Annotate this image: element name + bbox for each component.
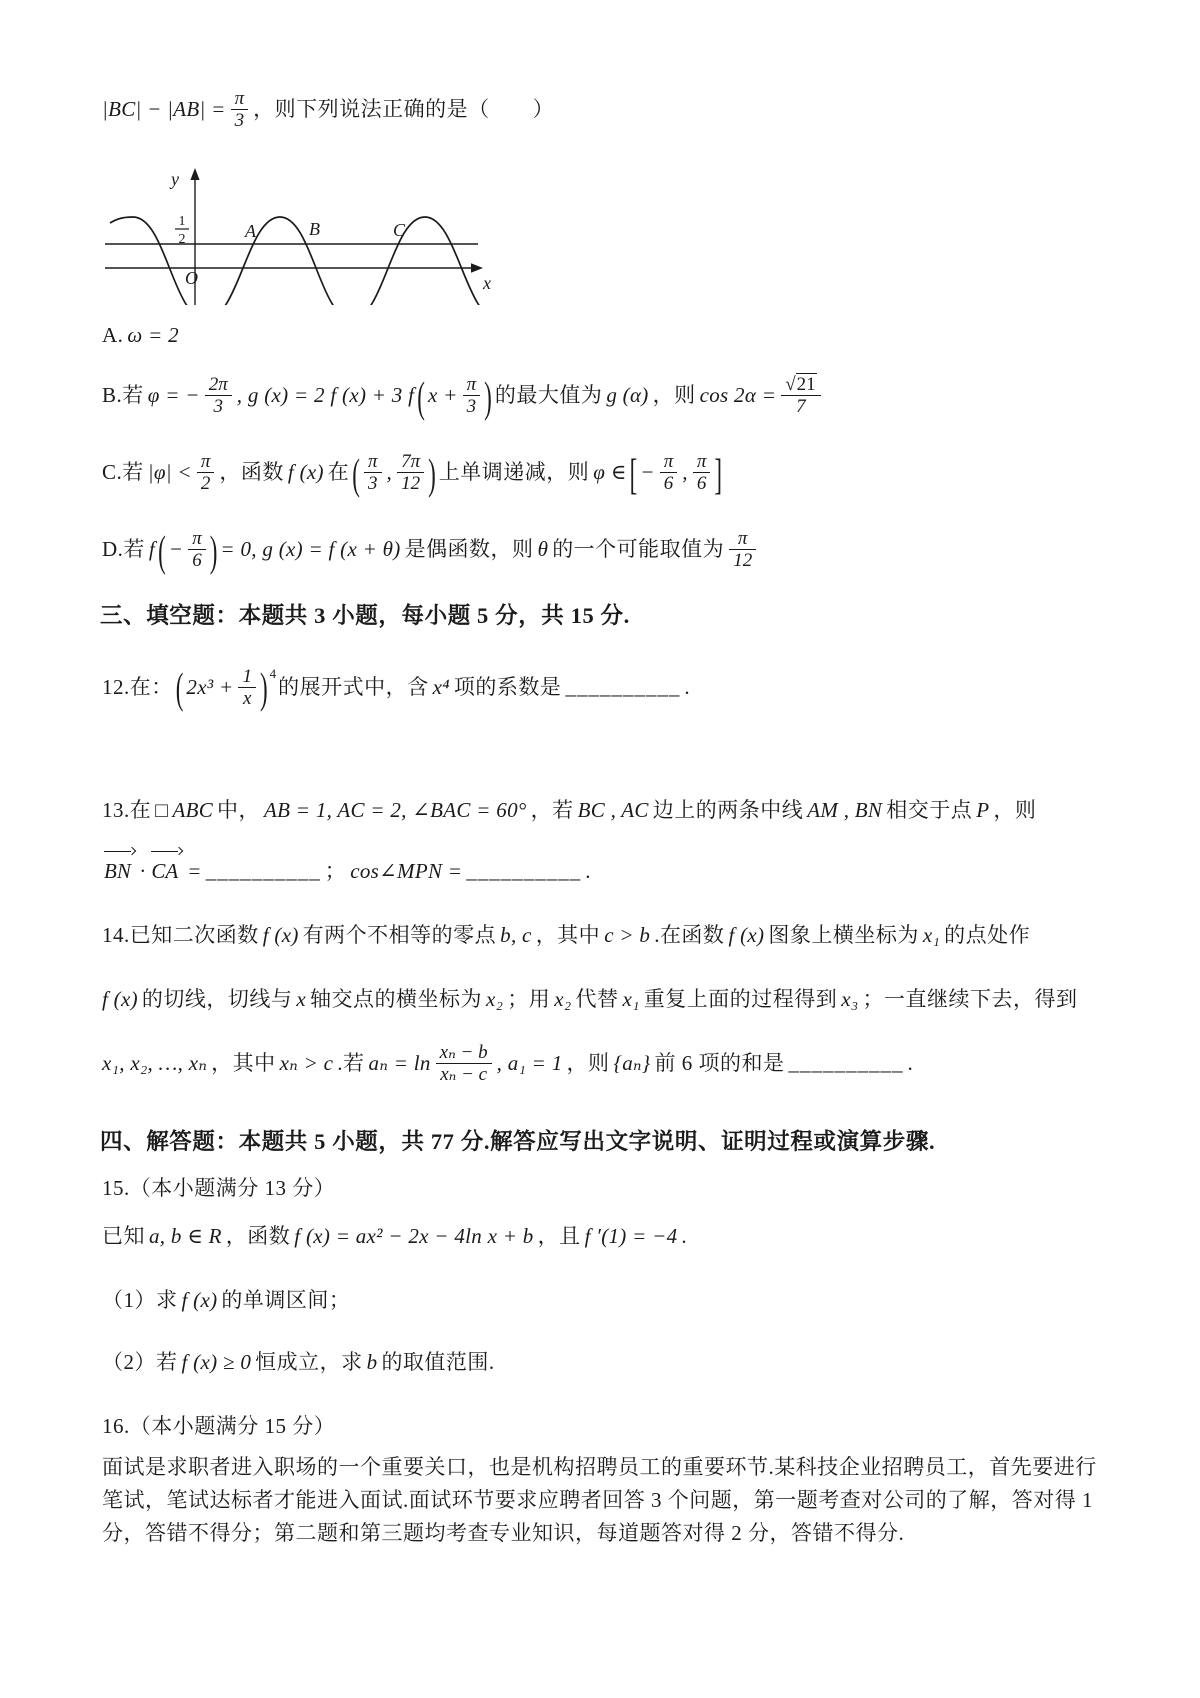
text-run: ，函数 bbox=[219, 460, 284, 485]
text-run: 代替 bbox=[575, 986, 619, 1011]
left-paren: ( bbox=[417, 372, 425, 421]
fraction-numerator bbox=[781, 374, 820, 395]
heading-text: 四、解答题：本题共 5 小题，共 77 分.解答应写出文字说明、证明过程或演算步骤. bbox=[100, 1128, 936, 1154]
math-run: , bbox=[386, 460, 393, 485]
question-11-option-a bbox=[100, 318, 1104, 352]
math-run: x₂ bbox=[554, 986, 572, 1011]
missing-glyph-box: □ bbox=[155, 797, 169, 822]
left-paren: ( bbox=[352, 449, 360, 498]
math-run: − bbox=[640, 460, 655, 485]
question-16-paragraph-line-2 bbox=[100, 1484, 1104, 1517]
option-label: A. bbox=[102, 323, 124, 347]
text-run: 的切线，切线与 bbox=[141, 986, 293, 1011]
math-run: x + bbox=[427, 383, 458, 408]
fraction-numerator: π bbox=[663, 451, 674, 472]
math-run: , a₁ = 1 bbox=[496, 1051, 563, 1075]
left-paren: ( bbox=[175, 664, 184, 712]
math-run: |φ| < bbox=[147, 460, 192, 485]
sine-wave-figure bbox=[90, 165, 1104, 310]
fraction-denominator: 3 bbox=[205, 395, 232, 417]
text-run: 15.（本小题满分 13 分） bbox=[102, 1175, 336, 1200]
text-run: .若 bbox=[337, 1051, 365, 1075]
math-run: b bbox=[366, 1349, 378, 1374]
math-run: P bbox=[976, 797, 990, 822]
vector-ca: CA bbox=[150, 853, 182, 888]
text-run: 前 6 项的和是 bbox=[654, 1051, 785, 1075]
fraction-denominator: x bbox=[238, 687, 256, 709]
fraction-denominator: 6 bbox=[188, 549, 206, 571]
right-paren: ) bbox=[259, 664, 268, 712]
text-run: （1）求 bbox=[102, 1287, 178, 1312]
question-12 bbox=[100, 657, 1104, 711]
math-run: |BC| − |AB| = bbox=[102, 97, 226, 122]
question-number: 12.在： bbox=[102, 675, 173, 699]
heading-text: 三、填空题：本题共 3 小题，每小题 5 分，共 15 分. bbox=[100, 603, 630, 628]
math-run: φ = − bbox=[147, 383, 200, 408]
text-run: ，其中 bbox=[211, 1051, 276, 1075]
math-run: x₂ bbox=[486, 986, 504, 1011]
question-13-line-1 bbox=[100, 793, 1104, 827]
text-run: 的展开式中，含 bbox=[278, 675, 429, 699]
question-number: 13.在 bbox=[102, 797, 152, 822]
text-run: ；一直继续下去，得到 bbox=[862, 986, 1078, 1011]
fraction bbox=[188, 528, 206, 571]
fraction-numerator: π bbox=[200, 451, 211, 472]
vector-bn: BN bbox=[103, 853, 135, 888]
math-run: , g (x) = 2 f (x) + 3 f bbox=[236, 383, 415, 408]
text-run: 已知 bbox=[102, 1223, 145, 1248]
math-run: xₙ > c bbox=[279, 1051, 334, 1075]
text-run: 的一个可能取值为 bbox=[552, 537, 725, 562]
text-run: ，其中 bbox=[535, 922, 601, 947]
fraction bbox=[238, 666, 256, 709]
math-run: x₃ bbox=[841, 986, 859, 1011]
question-15-body bbox=[100, 1219, 1104, 1253]
origin-label: O bbox=[185, 268, 198, 288]
section-3-heading bbox=[100, 599, 1104, 633]
text-run: 面试是求职者进入职场的一个重要关口，也是机构招聘员工的重要环节.某科技企业招聘员工，首先要进行 bbox=[102, 1454, 1097, 1479]
fraction-numerator: π bbox=[234, 88, 245, 109]
point-c-label: C bbox=[393, 220, 406, 240]
math-run: f bbox=[148, 537, 156, 562]
fraction bbox=[197, 451, 215, 494]
fraction-numerator: π bbox=[737, 528, 748, 549]
text-run: 恒成立，求 bbox=[255, 1349, 363, 1374]
math-run: θ bbox=[537, 537, 549, 562]
text-run: . bbox=[907, 1051, 914, 1075]
question-16-heading bbox=[100, 1409, 1104, 1443]
point-a-label: A bbox=[245, 221, 256, 241]
question-11-stem bbox=[100, 90, 1104, 133]
x-axis-label: x bbox=[483, 273, 491, 293]
text-run: ，则 bbox=[652, 383, 696, 408]
section-4-heading bbox=[100, 1125, 1104, 1159]
fraction-numerator: 1 bbox=[242, 665, 252, 687]
fraction-denominator: xₙ − c bbox=[436, 1063, 492, 1085]
math-run: f (x) bbox=[262, 922, 299, 947]
fraction bbox=[364, 451, 382, 494]
math-run: AM , BN bbox=[807, 797, 883, 822]
text-run: .在函数 bbox=[654, 922, 725, 947]
text-run: 的点处作 bbox=[944, 922, 1031, 947]
text-run: 重复上面的过程得到 bbox=[643, 986, 838, 1011]
math-run: x₁ bbox=[922, 922, 941, 947]
math-run: aₙ = ln bbox=[368, 1051, 431, 1075]
fraction-numerator: π bbox=[466, 374, 477, 395]
math-run: φ ∈ bbox=[593, 460, 627, 485]
fraction-numerator: π bbox=[192, 528, 202, 549]
text-run: ，则下列说法正确的是（ ） bbox=[253, 97, 555, 122]
math-run: AB = 1, AC = 2, ∠BAC = 60° bbox=[264, 797, 527, 822]
right-paren: ) bbox=[484, 372, 492, 421]
fraction bbox=[781, 374, 820, 417]
math-run: ω = 2 bbox=[127, 323, 179, 347]
text-run: 的单调区间； bbox=[221, 1287, 351, 1312]
math-run: f (x) ≥ 0 bbox=[181, 1349, 252, 1374]
math-run: BC , AC bbox=[577, 797, 649, 822]
math-run: x⁴ bbox=[432, 675, 450, 699]
math-run: = 0, g (x) = f (x + θ) bbox=[220, 537, 401, 562]
math-run: f (x) bbox=[287, 460, 324, 485]
text-run: 图象上横坐标为 bbox=[768, 922, 919, 947]
text-run: ，函数 bbox=[225, 1223, 291, 1248]
fraction-denominator: 12 bbox=[397, 472, 424, 494]
text-run: ，若 bbox=[530, 797, 574, 822]
text-run: 上单调递减，则 bbox=[438, 460, 590, 485]
exponent: 4 bbox=[269, 666, 277, 681]
math-run: , bbox=[682, 460, 688, 485]
fraction-numerator: xₙ − b bbox=[439, 1041, 488, 1063]
text-run: 的取值范围. bbox=[381, 1349, 495, 1374]
text-run: ，则 bbox=[993, 797, 1037, 822]
math-run: {aₙ} bbox=[613, 1051, 651, 1075]
text-run: 边上的两条中线 bbox=[652, 797, 804, 822]
fraction bbox=[231, 88, 249, 131]
fraction-numerator: 7π bbox=[401, 451, 421, 472]
fraction-numerator: π bbox=[367, 451, 378, 472]
fraction bbox=[436, 1042, 492, 1085]
text-run: 中， bbox=[217, 797, 260, 822]
question-number: 14.已知二次函数 bbox=[102, 922, 259, 947]
math-run: 2x³ + bbox=[186, 675, 234, 699]
y-axis-arrow bbox=[190, 168, 199, 180]
point-b-label: B bbox=[309, 219, 320, 239]
right-paren: ) bbox=[428, 449, 436, 498]
text-run: ；用 bbox=[507, 986, 551, 1011]
fraction-denominator: 6 bbox=[660, 472, 678, 494]
x-axis-arrow bbox=[471, 263, 483, 273]
fraction-denominator: 6 bbox=[693, 472, 711, 494]
math-run: b, c bbox=[500, 922, 532, 947]
text-run: （2）若 bbox=[102, 1349, 178, 1374]
text-run: 有两个不相等的零点 bbox=[302, 922, 497, 947]
question-11-option-c bbox=[100, 449, 1104, 498]
option-label: D.若 bbox=[102, 537, 145, 562]
text-run: 项的系数是 bbox=[453, 675, 562, 699]
question-16-paragraph-line-1 bbox=[100, 1451, 1104, 1484]
math-run: f (x) = ax² − 2x − 4ln x + b bbox=[294, 1223, 534, 1248]
fraction-denominator: 3 bbox=[231, 109, 249, 131]
text-run: . bbox=[585, 858, 592, 883]
text-run: ，则 bbox=[566, 1051, 610, 1075]
math-run: g (α) bbox=[606, 383, 649, 408]
math-run: x₁, x₂, …, xₙ bbox=[102, 1051, 208, 1075]
fraction-numerator: 2π bbox=[208, 374, 228, 395]
right-bracket: ] bbox=[714, 449, 723, 498]
fraction bbox=[729, 528, 756, 571]
fraction-denominator: 7 bbox=[781, 395, 820, 417]
question-14-line-3 bbox=[100, 1041, 1104, 1087]
y-axis-label: y bbox=[171, 169, 179, 189]
question-15-part-1 bbox=[100, 1283, 1104, 1317]
answer-blank: __________ bbox=[788, 1051, 904, 1075]
math-run: ABC bbox=[172, 797, 213, 822]
question-15-heading bbox=[100, 1171, 1104, 1205]
fraction-numerator: π bbox=[696, 451, 707, 472]
text-run: . bbox=[684, 675, 691, 699]
question-14-line-1 bbox=[100, 918, 1104, 952]
text-run: 是偶函数，则 bbox=[404, 537, 534, 562]
half-fraction-denominator: 2 bbox=[178, 232, 186, 247]
text-run: 的最大值为 bbox=[494, 383, 603, 408]
text-run: ，且 bbox=[537, 1223, 581, 1248]
fraction bbox=[660, 451, 678, 494]
fraction-denominator: 3 bbox=[463, 395, 481, 417]
text-run: 分，答错不得分；第二题和第三题均考查专业知识，每道题答对得 2 分，答错不得分. bbox=[102, 1520, 905, 1545]
text-run: 笔试，笔试达标者才能进入面试.面试环节要求应聘者回答 3 个问题，第一题考查对公司的了解，答对得 1 bbox=[102, 1487, 1093, 1512]
math-run: − bbox=[168, 537, 184, 562]
text-run: . bbox=[681, 1223, 688, 1248]
question-13-line-2 bbox=[100, 853, 1104, 888]
fraction bbox=[205, 374, 232, 417]
answer-blank: __________ bbox=[205, 858, 321, 883]
fraction-denominator: 12 bbox=[729, 549, 756, 571]
math-run: f (x) bbox=[728, 922, 765, 947]
fraction bbox=[397, 451, 424, 494]
question-11-option-d bbox=[100, 526, 1104, 575]
left-bracket: [ bbox=[629, 449, 638, 498]
math-run: c > b bbox=[604, 922, 651, 947]
math-run: a, b ∈ R bbox=[149, 1223, 222, 1248]
half-fraction-numerator: 1 bbox=[178, 214, 186, 229]
radicand: 21 bbox=[796, 374, 816, 395]
question-16-paragraph-line-3 bbox=[100, 1517, 1104, 1550]
math-run: x₁ bbox=[622, 986, 640, 1011]
option-label: B.若 bbox=[102, 383, 144, 408]
question-11-option-b bbox=[100, 372, 1104, 421]
math-run: f (x) bbox=[102, 986, 138, 1011]
radical-sign: √ bbox=[785, 374, 796, 395]
option-label: C.若 bbox=[102, 460, 144, 485]
question-14-line-2 bbox=[100, 982, 1104, 1016]
math-run: f (x) bbox=[181, 1287, 218, 1312]
fraction bbox=[693, 451, 711, 494]
answer-blank: __________ bbox=[466, 858, 582, 883]
text-run: 在 bbox=[327, 460, 350, 485]
text-run: 轴交点的横坐标为 bbox=[310, 986, 483, 1011]
fraction-denominator: 2 bbox=[197, 472, 215, 494]
sine-wave-svg bbox=[90, 165, 495, 305]
math-run: = bbox=[187, 858, 202, 883]
math-run: x bbox=[296, 986, 307, 1011]
fraction bbox=[463, 374, 481, 417]
left-paren: ( bbox=[158, 526, 166, 575]
math-run: cos 2α = bbox=[699, 383, 777, 408]
text-run: 16.（本小题满分 15 分） bbox=[102, 1413, 336, 1438]
question-15-part-2 bbox=[100, 1345, 1104, 1379]
dot-operator: · bbox=[139, 858, 146, 883]
square-root bbox=[785, 374, 816, 395]
right-paren: ) bbox=[209, 526, 218, 575]
answer-blank: __________ bbox=[565, 675, 681, 699]
text-run: 相交于点 bbox=[886, 797, 973, 822]
fraction-denominator: 3 bbox=[364, 472, 382, 494]
math-run: f ′(1) = −4 bbox=[584, 1223, 678, 1248]
math-run: cos∠MPN = bbox=[350, 858, 463, 883]
text-run: ； bbox=[324, 858, 347, 883]
sine-curve bbox=[110, 217, 495, 305]
